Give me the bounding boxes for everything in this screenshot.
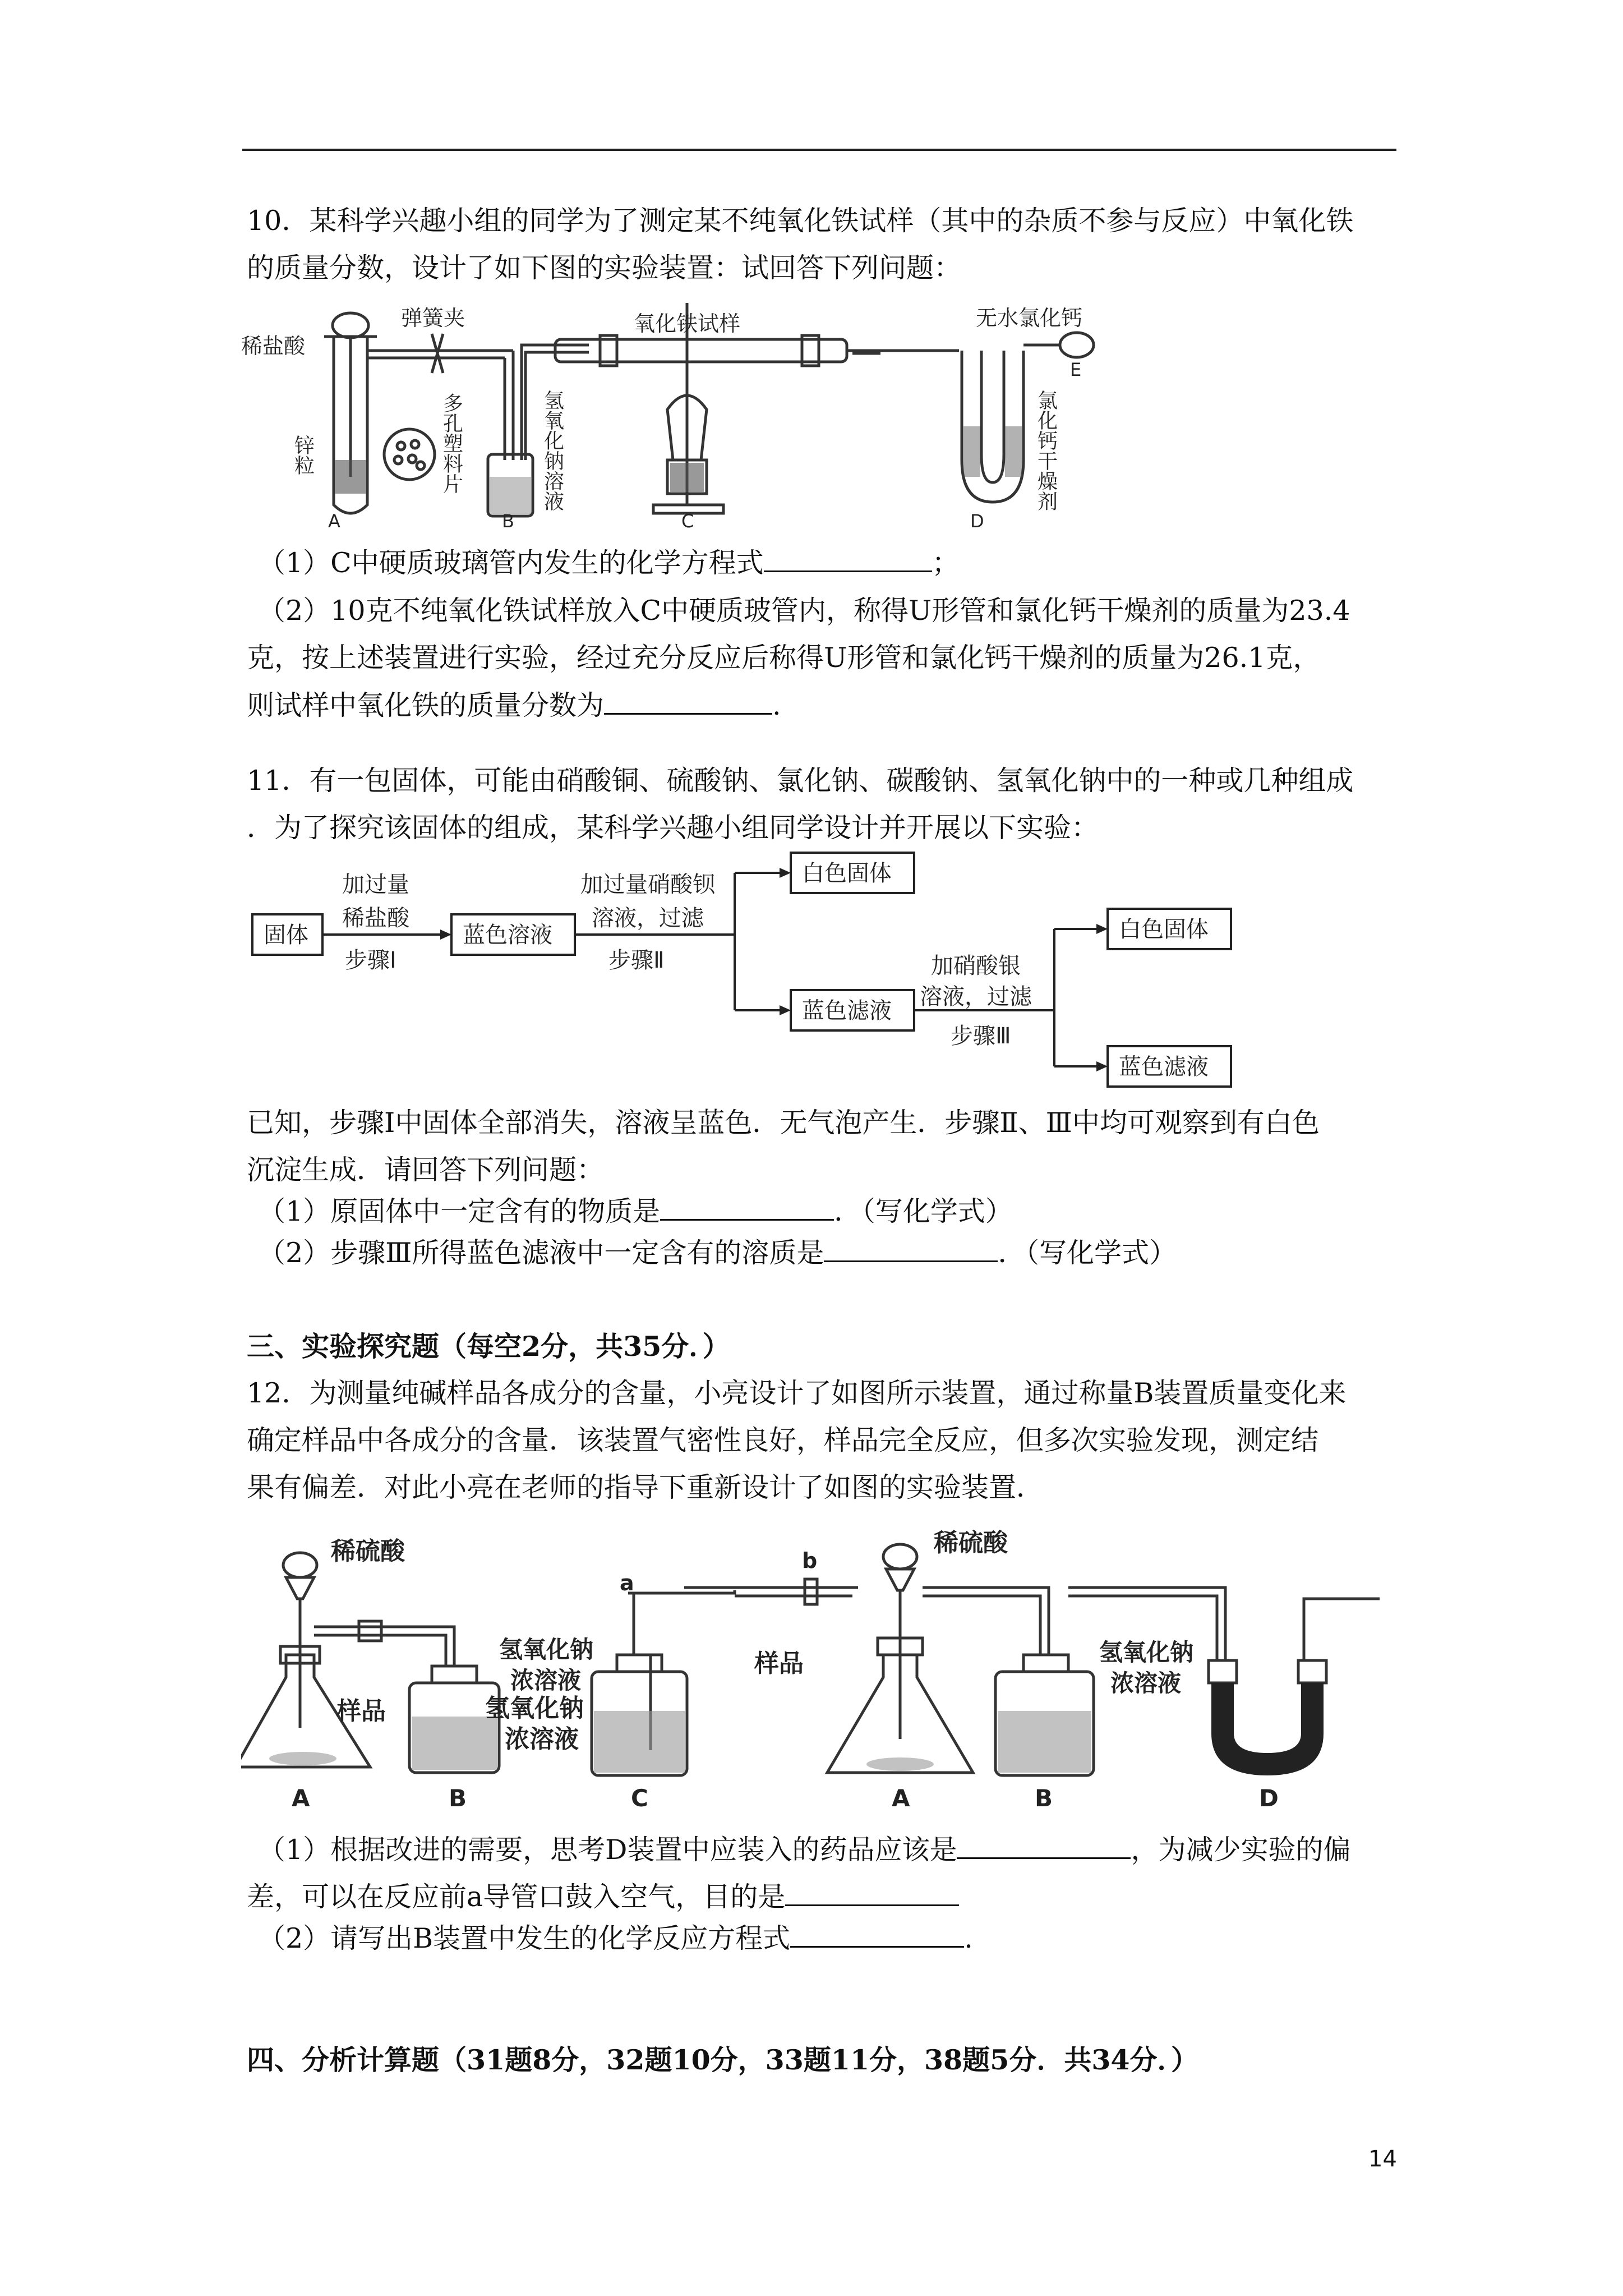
q11-flowchart xyxy=(241,847,1251,1088)
q11-action1-line2: 稀盐酸 xyxy=(342,905,409,931)
q12-right-label-C: C xyxy=(631,1784,648,1812)
q12-left-label-A: A xyxy=(292,1784,310,1812)
q12-part2-blank[interactable] xyxy=(790,1917,964,1948)
q10-label-D: D xyxy=(970,510,984,532)
q12-stem-line3: 果有偏差．对此小亮在老师的指导下重新设计了如图的实验装置． xyxy=(247,1471,1044,1503)
q10-label-porous: 多孔塑料片 xyxy=(440,393,463,494)
q10-apparatus-diagram xyxy=(241,292,1099,533)
q12-part1-line1: （1）根据改进的需要，思考D装置中应装入的药品应该是 ，为减少实验的偏 xyxy=(258,1826,1413,1874)
q10-label-A: A xyxy=(328,510,340,532)
q11-action2-line1: 加过量硝酸钡 xyxy=(580,872,715,898)
q10-part2-line3: 则试样中氧化铁的质量分数为 . xyxy=(247,682,1402,729)
q12-label-c-naoh-line1: 氢氧化钠 xyxy=(499,1636,594,1663)
q11-node-solid: 固体 xyxy=(264,922,308,948)
q11-node-blue-filtrate-1: 蓝色滤液 xyxy=(802,998,892,1024)
section3-heading: 三、实验探究题（每空2分，共35分．） xyxy=(247,1330,730,1363)
q12-label-b-naoh-line2: 浓溶液 xyxy=(1110,1669,1182,1697)
q12-label-b-naoh-line1: 氢氧化钠 xyxy=(1099,1639,1194,1666)
q12-right-label-B: B xyxy=(1035,1784,1053,1812)
q12-right-label-D: D xyxy=(1259,1784,1279,1812)
page-number: 14 xyxy=(1368,2146,1397,2172)
q12-left-label-acid: 稀硫酸 xyxy=(331,1537,405,1566)
q12-part1-line2: 差，可以在反应前a导管口鼓入空气，目的是 xyxy=(247,1874,1402,1921)
q12-left-label-sample: 样品 xyxy=(336,1697,386,1726)
q10-label-B: B xyxy=(502,510,514,532)
q12-stem-line1: 12．为测量纯碱样品各成分的含量，小亮设计了如图所示装置，通过称量B装置质量变化来 xyxy=(247,1377,1347,1409)
q12-left-label-naoh-line2: 浓溶液 xyxy=(505,1725,579,1754)
q12-part1-blank1[interactable] xyxy=(957,1828,1131,1859)
q12-label-b: b xyxy=(802,1548,818,1573)
q10-stem-line2: 的质量分数，设计了如下图的实验装置：试回答下列问题： xyxy=(247,252,962,284)
q11-node-white-solid-2: 白色固体 xyxy=(1119,917,1209,942)
q10-part1: （1）C中硬质玻璃管内发生的化学方程式 ； xyxy=(258,540,1413,587)
q12-label-a: a xyxy=(620,1571,634,1595)
q11-action3-line2: 溶液，过滤 xyxy=(920,984,1032,1010)
q12-apparatus-diagram xyxy=(241,1526,1391,1818)
q11-node-blue-filtrate-2: 蓝色滤液 xyxy=(1119,1054,1209,1080)
q12-right-label-sample: 样品 xyxy=(754,1649,804,1678)
q10-label-clip: 弹簧夹 xyxy=(401,306,465,330)
q11-action2-line2: 溶液，过滤 xyxy=(592,905,704,931)
header-rule xyxy=(242,149,1396,151)
q12-label-c-naoh-line2: 浓溶液 xyxy=(510,1667,582,1694)
q11-step2: 步骤Ⅱ xyxy=(608,947,665,973)
q11-step1: 步骤Ⅰ xyxy=(345,947,396,973)
q11-part1: （1）原固体中一定含有的物质是 ．（写化学式） xyxy=(258,1188,1413,1235)
q12-stem-line2: 确定样品中各成分的含量．该装置气密性良好，样品完全反应，但多次实验发现，测定结 xyxy=(247,1424,1319,1456)
q10-label-naoh: 氢氧化钠溶液 xyxy=(541,390,564,511)
q11-step3: 步骤Ⅲ xyxy=(951,1023,1011,1049)
q11-known-line1: 已知，步骤Ⅰ中固体全部消失，溶液呈蓝色．无气泡产生．步骤Ⅱ、Ⅲ中均可观察到有白色 xyxy=(247,1107,1320,1139)
q11-stem-line1: 11．有一包固体，可能由硝酸铜、硫酸钠、氯化钠、碳酸钠、氢氧化钠中的一种或几种组成 xyxy=(247,765,1354,797)
q10-stem-line1: 10．某科学兴趣小组的同学为了测定某不纯氧化铁试样（其中的杂质不参与反应）中氧化铁 xyxy=(247,205,1354,237)
q12-right-label-A: A xyxy=(892,1784,910,1812)
q11-node-white-solid-1: 白色固体 xyxy=(802,861,892,886)
q10-label-sample: 氧化铁试样 xyxy=(634,311,741,336)
q12-left-label-B: B xyxy=(449,1784,467,1812)
q11-part1-blank[interactable] xyxy=(660,1190,834,1221)
q10-label-cacl2: 氯化钙干燥剂 xyxy=(1034,390,1058,511)
q11-part2-blank[interactable] xyxy=(824,1231,998,1262)
q12-left-label-naoh-line1: 氢氧化钠 xyxy=(485,1694,584,1723)
section4-heading: 四、分析计算题（31题8分，32题10分，33题11分，38题5分．共34分．） xyxy=(247,2044,1199,2076)
q12-right-label-acid: 稀硫酸 xyxy=(934,1529,1008,1557)
q11-node-blue-solution: 蓝色溶液 xyxy=(463,922,552,948)
q12-part1-blank2[interactable] xyxy=(785,1875,959,1906)
q10-label-C: C xyxy=(681,510,694,532)
q11-part2: （2）步骤Ⅲ所得蓝色滤液中一定含有的溶质是 ．（写化学式） xyxy=(258,1230,1413,1277)
q10-part2-blank[interactable] xyxy=(604,684,772,715)
q10-part1-blank[interactable] xyxy=(764,541,932,572)
q10-label-desiccant: 无水氯化钙 xyxy=(976,306,1083,330)
q10-part2-line1: （2）10克不纯氧化铁试样放入C中硬质玻管内，称得U形管和氯化钙干燥剂的质量为23.4 xyxy=(258,595,1350,627)
q11-action3-line1: 加硝酸银 xyxy=(931,953,1021,979)
q10-part2-line2: 克，按上述装置进行实验，经过充分反应后称得U形管和氯化钙干燥剂的质量为26.1克， xyxy=(247,642,1321,674)
q11-known-line2: 沉淀生成．请回答下列问题： xyxy=(247,1154,605,1186)
q10-label-E: E xyxy=(1070,359,1082,380)
q12-part2: （2）请写出B装置中发生的化学反应方程式 . xyxy=(258,1915,1413,1962)
q10-label-acid: 稀盐酸 xyxy=(241,334,306,358)
q11-action1-line1: 加过量 xyxy=(342,872,409,898)
q11-stem-line2: ．为了探究该固体的组成，某科学兴趣小组同学设计并开展以下实验： xyxy=(247,812,1099,844)
q10-label-zinc: 锌粒 xyxy=(291,435,315,475)
